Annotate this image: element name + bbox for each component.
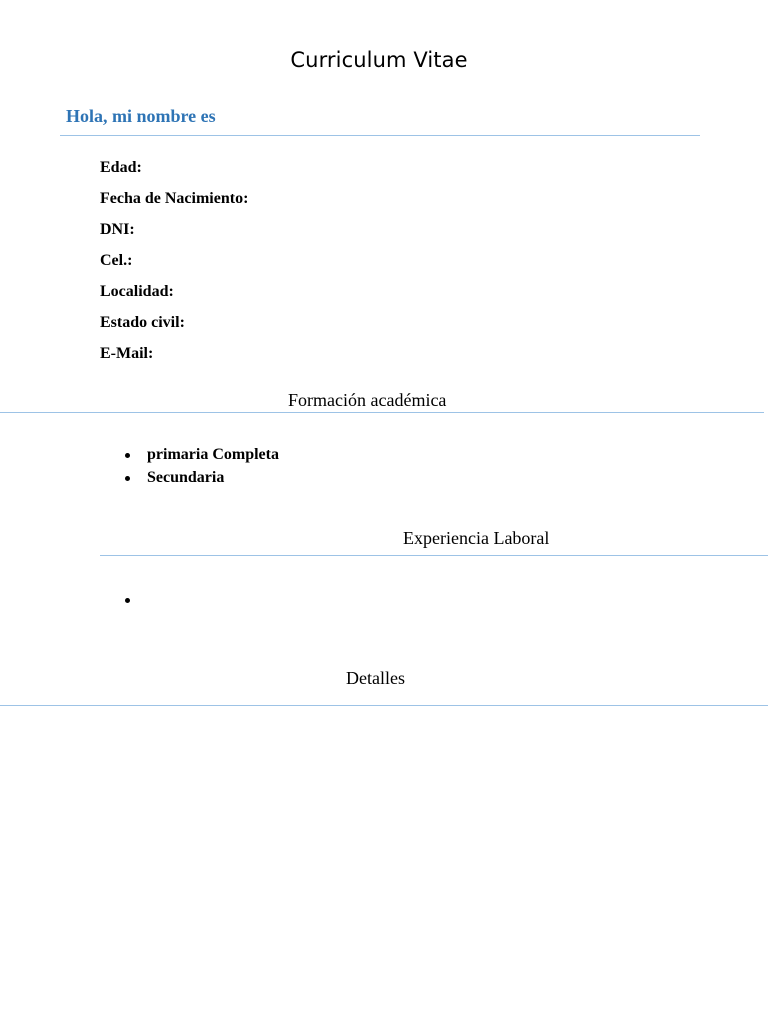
field-email: E-Mail: — [100, 345, 154, 362]
field-localidad: Localidad: — [100, 283, 174, 300]
section-title-detalles: Detalles — [346, 668, 405, 688]
field-estado-civil: Estado civil: — [100, 314, 185, 331]
formacion-divider — [0, 412, 764, 413]
field-edad: Edad: — [100, 159, 142, 176]
bullet-icon — [125, 453, 130, 458]
experiencia-divider — [100, 555, 768, 556]
detalles-divider — [0, 705, 768, 706]
document-title: Curriculum Vitae — [290, 48, 468, 72]
section-title-experiencia: Experiencia Laboral — [403, 528, 550, 548]
greeting-heading: Hola, mi nombre es — [66, 106, 216, 126]
list-item — [125, 445, 279, 468]
section-title-formacion: Formación académica — [288, 390, 447, 410]
list-item — [125, 468, 279, 491]
field-dni: DNI: — [100, 221, 135, 238]
greeting-divider — [60, 135, 700, 136]
field-fecha-nacimiento: Fecha de Nacimiento: — [100, 190, 249, 207]
list-item-text: primaria Completa — [147, 446, 279, 463]
experiencia-list — [125, 590, 147, 613]
bullet-icon — [125, 476, 130, 481]
bullet-icon — [125, 598, 130, 603]
formacion-list — [125, 445, 279, 491]
field-cel: Cel.: — [100, 252, 133, 269]
personal-info-list — [100, 157, 248, 374]
list-item — [125, 590, 147, 613]
list-item-text: Secundaria — [147, 469, 225, 486]
